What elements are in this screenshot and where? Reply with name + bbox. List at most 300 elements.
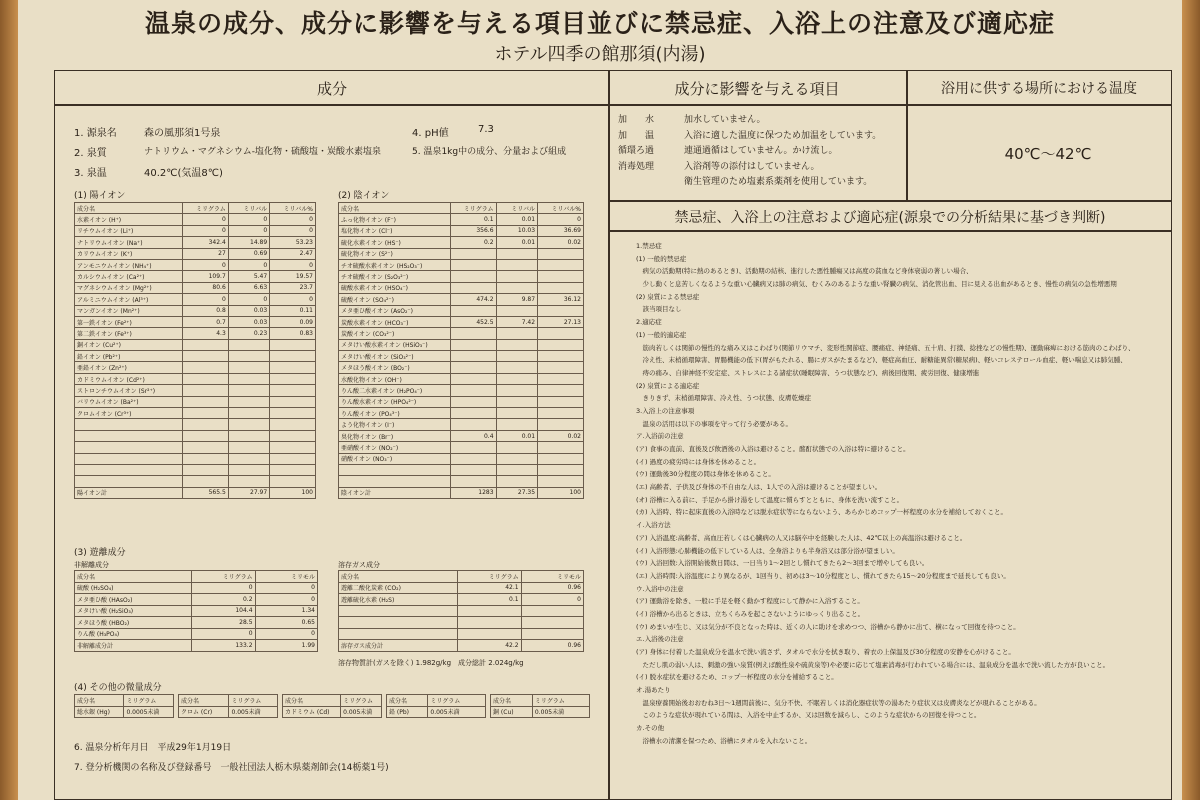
table-row <box>387 695 486 707</box>
table-cell <box>496 385 538 396</box>
contra-line: (エ) 入浴時間:入浴温度により異なるが、1回当り、初めは3～10分程度とし、慣れてきたら15～20分程度まで延長しても良い。 <box>636 571 1010 580</box>
table-cell <box>228 385 269 396</box>
table-cell <box>75 430 183 441</box>
table-cell: 成分名 <box>491 695 533 707</box>
table-cell: 2.47 <box>270 248 316 259</box>
table-cell: 23.7 <box>270 282 316 293</box>
table-cell <box>521 628 583 640</box>
table-cell: 亜硝酸イオン (NO₂⁻) <box>339 442 451 453</box>
table-cell <box>496 305 538 316</box>
table-cell <box>270 408 316 419</box>
table-cell <box>270 464 316 475</box>
affecting-key: 消毒処理 <box>618 161 655 172</box>
column-header: 成分名 <box>75 203 183 214</box>
table-cell <box>182 464 228 475</box>
affecting-value: 入浴に適した温度に保つため加温をしています。 <box>684 130 882 141</box>
gas-total: 溶存物質計(ガスを除く) 1.982g/kg 成分総計 2.024g/kg <box>338 659 524 667</box>
table-cell <box>538 362 584 373</box>
table-row <box>75 640 318 652</box>
table-cell <box>75 442 183 453</box>
table-cell: 鉛 (Pb) <box>387 706 428 718</box>
table-cell: 0.005未満 <box>341 706 382 718</box>
table-cell: 銅 (Cu) <box>491 706 533 718</box>
contra-line: 1.禁忌症 <box>636 242 662 250</box>
frame-right <box>1182 0 1200 800</box>
affecting-value: 加水していません。 <box>684 115 766 125</box>
table-cell <box>228 476 269 487</box>
table-cell <box>450 248 496 259</box>
table-row <box>491 695 590 707</box>
table-row <box>339 582 584 594</box>
contra-line: オ.湯あたり <box>636 686 671 695</box>
quality-label: 2. 泉質 <box>74 148 107 159</box>
table-row <box>75 419 316 430</box>
table-cell <box>228 396 269 407</box>
table-cell: 0.03 <box>228 305 269 316</box>
table-cell <box>450 362 496 373</box>
table-cell: 炭酸水素イオン (HCO₃⁻) <box>339 316 451 327</box>
table-cell <box>182 442 228 453</box>
table-cell: 臭化物イオン (Br⁻) <box>339 430 451 441</box>
table-cell <box>496 408 538 419</box>
source-label: 1. 源泉名 <box>74 128 117 139</box>
table-row <box>75 605 318 617</box>
table-cell: 80.6 <box>182 282 228 293</box>
table-cell <box>182 351 228 362</box>
table-cell <box>521 617 583 629</box>
table-cell: 0 <box>192 628 255 640</box>
table-cell: マンガンイオン (Mn²⁺) <box>75 305 183 316</box>
table-cell <box>450 373 496 384</box>
table-cell: 塩化物イオン (Cl⁻) <box>339 225 451 236</box>
table-cell <box>228 419 269 430</box>
contra-line: (ウ) 入浴回数:入浴開始後数日間は、一日当り1～2回とし慣れてきたら2～3回まで増やしても良い。 <box>636 559 929 568</box>
table-cell: 0 <box>521 594 583 606</box>
table-cell: メタけい酸イオン (SiO₃²⁻) <box>339 351 451 362</box>
table-cell <box>450 476 496 487</box>
table-cell: 104.4 <box>192 605 255 617</box>
table-cell: 遊離硫化水素 (H₂S) <box>339 594 458 606</box>
table-cell <box>228 362 269 373</box>
table-cell <box>496 373 538 384</box>
table-cell <box>182 419 228 430</box>
table-cell <box>496 339 538 350</box>
temperature-header: 浴用に供する場所における温度 <box>941 81 1137 97</box>
contra-line: (カ) 入浴時、特に起床直後の入浴時などは脱水症状等にならないよう、あらかじめコップ一杯程度の水分を補給しておくこと。 <box>636 508 1008 517</box>
column-header: ミリグラム <box>458 571 521 583</box>
table-cell: 9.87 <box>496 294 538 305</box>
table-cell: 水素イオン (H⁺) <box>75 214 183 225</box>
table-cell <box>270 362 316 373</box>
table-cell: 0.4 <box>450 430 496 441</box>
table-cell: 565.5 <box>182 487 228 498</box>
table-cell <box>228 442 269 453</box>
table-cell <box>496 419 538 430</box>
table-cell: 炭酸イオン (CO₃²⁻) <box>339 328 451 339</box>
table-cell: メタけい酸水素イオン (HSiO₃⁻) <box>339 339 451 350</box>
table-row <box>75 594 318 606</box>
contra-line: カ.その他 <box>636 724 665 733</box>
table-row <box>339 316 584 327</box>
table-row <box>339 408 584 419</box>
table-row <box>75 214 316 225</box>
table-cell <box>496 282 538 293</box>
table-cell <box>538 305 584 316</box>
table-row <box>75 328 316 339</box>
table-cell <box>450 305 496 316</box>
table-cell <box>538 339 584 350</box>
table-row <box>339 487 584 498</box>
table-cell: りん酸イオン (PO₄³⁻) <box>339 408 451 419</box>
table-cell: 0.005未満 <box>532 706 589 718</box>
table-cell <box>75 453 183 464</box>
affecting-item <box>618 159 908 175</box>
table-row <box>491 706 590 718</box>
table-row <box>75 706 174 718</box>
table-cell: メタけい酸 (H₂SiO₃) <box>75 605 192 617</box>
trace-table <box>282 694 382 718</box>
table-cell <box>496 464 538 475</box>
table-row <box>339 419 584 430</box>
table-cell: ふっ化物イオン (F⁻) <box>339 214 451 225</box>
contra-line: このような症状が現れている間は、入浴を中止するか、又は回数を減らし、このような症状からの回復を待つこと。 <box>636 711 981 720</box>
table-cell <box>538 385 584 396</box>
table-cell: 陽イオン計 <box>75 487 183 498</box>
contra-line: 少し動くと息苦しくなるような重い心臓病又は肺の病気、むくみのあるような重い腎臓の病気、消化管出血、目に見える出血があるとき、慢性の病気の急性増悪期 <box>636 280 1117 289</box>
table-cell: 0 <box>228 214 269 225</box>
table-cell <box>270 453 316 464</box>
table-cell: 0.1 <box>458 594 521 606</box>
table-cell <box>270 385 316 396</box>
table-row <box>339 442 584 453</box>
table-cell: 474.2 <box>450 294 496 305</box>
table-cell <box>450 328 496 339</box>
contra-line: エ.入浴後の注意 <box>636 635 684 644</box>
table-header-row <box>339 571 584 583</box>
table-row <box>75 385 316 396</box>
table-cell: 硫化水素イオン (HS⁻) <box>339 237 451 248</box>
affecting-header: 成分に影響を与える項目 <box>674 80 840 98</box>
notice-board <box>18 0 1182 800</box>
table-cell: クロムイオン (Cr³⁺) <box>75 408 183 419</box>
table-row <box>75 487 316 498</box>
affecting-key: 循環ろ過 <box>618 146 655 156</box>
contra-line: (ウ) 運動後30分程度の間は身体を休めること。 <box>636 470 775 479</box>
temp-value: 40.2℃(気温8℃) <box>144 168 223 179</box>
table-cell <box>270 430 316 441</box>
table-cell <box>75 419 183 430</box>
table-cell: 0 <box>270 259 316 270</box>
table-row <box>339 248 584 259</box>
contra-line: (イ) 過度の疲労時には身体を休めること。 <box>636 457 761 466</box>
column-header: ミリグラム <box>182 203 228 214</box>
affecting-key: 加 水 <box>618 115 655 125</box>
table-cell: 硝酸イオン (NO₃⁻) <box>339 453 451 464</box>
contra-list <box>636 240 1166 748</box>
table-cell <box>538 248 584 259</box>
table-cell: 0 <box>182 294 228 305</box>
table-cell <box>339 464 451 475</box>
column-header: 成分名 <box>339 203 451 214</box>
contra-line: (ウ) めまいが生じ、又は気分が不良となった時は、近くの人に助けを求めつつ、浴槽から静かに出て、横になって回復を待つこと。 <box>636 622 1020 631</box>
table-row <box>339 294 584 305</box>
table-cell: 0 <box>255 594 317 606</box>
table-cell: 7.42 <box>496 316 538 327</box>
analysis-date: 6. 温泉分析年月日 平成29年1月19日 <box>74 743 232 753</box>
table-cell <box>270 351 316 362</box>
table-row <box>339 237 584 248</box>
table-cell: 27.35 <box>496 487 538 498</box>
table-cell: ナトリウムイオン (Na⁺) <box>75 237 183 248</box>
table-cell <box>228 408 269 419</box>
table-cell: 0 <box>270 225 316 236</box>
column-header: 成分名 <box>339 571 458 583</box>
table-cell: 0.02 <box>538 237 584 248</box>
affecting-value: 衛生管理のため塩素系薬剤を使用しています。 <box>684 177 873 187</box>
table-cell: 溶存ガス成分計 <box>339 640 458 652</box>
table-cell: 100 <box>538 487 584 498</box>
table-row <box>339 362 584 373</box>
contra-line: (イ) 入浴形態:心肺機能の低下している人は、全身浴よりも半身浴又は部分浴が望ましい。 <box>636 546 899 555</box>
table-row <box>283 695 382 707</box>
table-cell <box>458 605 521 617</box>
table-cell <box>496 362 538 373</box>
table-cell <box>450 453 496 464</box>
table-cell: リチウムイオン (Li⁺) <box>75 225 183 236</box>
table-cell: 27.97 <box>228 487 269 498</box>
table-cell: 0 <box>182 259 228 270</box>
table-cell: 成分名 <box>283 695 341 707</box>
cation-title: (1) 陽イオン <box>74 191 126 201</box>
table-cell: 0.01 <box>496 237 538 248</box>
table-cell <box>496 248 538 259</box>
content-label: 5. 温泉1kg中の成分、分量および組成 <box>412 147 567 157</box>
contra-line: (ア) 食事の直前、直後及び飲酒後の入浴は避けること。酩酊状態での入浴は特に避けること。 <box>636 445 910 453</box>
affecting-item <box>618 174 908 190</box>
table-cell: 5.47 <box>228 271 269 282</box>
undissociated-table <box>74 570 318 652</box>
table-row <box>339 271 584 282</box>
column-header: ミリバル <box>228 203 269 214</box>
table-cell <box>538 351 584 362</box>
table-cell: 0.83 <box>270 328 316 339</box>
table-cell <box>496 442 538 453</box>
table-row <box>339 628 584 640</box>
table-cell: 0.02 <box>538 430 584 441</box>
table-cell: 0 <box>182 214 228 225</box>
table-cell: 109.7 <box>182 271 228 282</box>
table-cell: カルシウムイオン (Ca²⁺) <box>75 271 183 282</box>
table-cell: チオ硫酸水素イオン (HS₂O₃⁻) <box>339 259 451 270</box>
table-cell: クロム (Cr) <box>179 706 229 718</box>
table-cell <box>496 259 538 270</box>
table-cell <box>182 362 228 373</box>
table-cell <box>182 396 228 407</box>
table-header-row <box>339 203 584 214</box>
table-row <box>75 408 316 419</box>
temp-label: 3. 泉温 <box>74 168 107 179</box>
table-cell: ミリグラム <box>229 695 278 707</box>
contra-line: (オ) 浴槽に入る前に、手足から掛け湯をして温度に慣らすとともに、身体を洗い流すこと。 <box>636 495 904 504</box>
table-cell: 硫酸イオン (SO₄²⁻) <box>339 294 451 305</box>
divider <box>608 230 1172 232</box>
table-cell <box>538 373 584 384</box>
affecting-item <box>618 112 908 128</box>
table-row <box>75 271 316 282</box>
table-row <box>75 396 316 407</box>
table-row <box>75 362 316 373</box>
table-cell: 硫酸 (H₂SO₄) <box>75 582 192 594</box>
column-header: ミリモル <box>521 571 583 583</box>
table-cell: 銅イオン (Cu²⁺) <box>75 339 183 350</box>
table-cell <box>521 605 583 617</box>
table-cell <box>538 419 584 430</box>
table-cell <box>182 430 228 441</box>
table-header-row <box>75 203 316 214</box>
contra-line: 該当項目なし <box>636 305 682 314</box>
table-cell: りん酸 (H₃PO₄) <box>75 628 192 640</box>
table-cell: メタ亜ひ酸イオン (AsO₂⁻) <box>339 305 451 316</box>
table-cell <box>496 453 538 464</box>
column-header: ミリグラム <box>450 203 496 214</box>
column-header: ミリグラム <box>192 571 255 583</box>
table-cell <box>270 396 316 407</box>
table-cell: 0.09 <box>270 316 316 327</box>
table-cell: カリウムイオン (K⁺) <box>75 248 183 259</box>
table-cell <box>182 476 228 487</box>
table-cell: 1283 <box>450 487 496 498</box>
table-cell: 0 <box>228 259 269 270</box>
gas-sub: 溶存ガス成分 <box>338 561 380 569</box>
table-cell <box>270 373 316 384</box>
table-cell: 成分名 <box>75 695 124 707</box>
table-row <box>339 476 584 487</box>
table-row <box>339 259 584 270</box>
table-cell: 0 <box>228 294 269 305</box>
table-cell: 452.5 <box>450 316 496 327</box>
source-value: 森の風那須1号泉 <box>144 128 221 139</box>
table-cell <box>228 430 269 441</box>
table-cell: メタほう酸イオン (BO₂⁻) <box>339 362 451 373</box>
table-cell: 0 <box>255 582 317 594</box>
table-cell <box>496 476 538 487</box>
table-row <box>339 430 584 441</box>
table-cell: 342.4 <box>182 237 228 248</box>
table-row <box>339 373 584 384</box>
table-cell: 0.03 <box>228 316 269 327</box>
table-row <box>75 248 316 259</box>
table-row <box>339 351 584 362</box>
quality-value: ナトリウム・マグネシウム-塩化物・硫酸塩・炭酸水素塩泉 <box>144 147 381 157</box>
table-cell <box>450 339 496 350</box>
table-cell <box>182 408 228 419</box>
table-cell <box>75 464 183 475</box>
table-row <box>75 373 316 384</box>
table-cell: 36.12 <box>538 294 584 305</box>
table-cell <box>339 628 458 640</box>
table-cell <box>450 282 496 293</box>
contra-line: (イ) 浴槽から出るときは、立ちくらみを起こさないようにゆっくり出ること。 <box>636 609 865 618</box>
contra-line: (1) 一般的禁忌症 <box>636 254 687 263</box>
table-cell <box>450 464 496 475</box>
table-cell: ミリグラム <box>532 695 589 707</box>
table-cell: ミリグラム <box>428 695 486 707</box>
table-cell: 0.65 <box>255 617 317 629</box>
page-title: 温泉の成分、成分に影響を与える項目並びに禁忌症、入浴上の注意及び適応症 <box>144 9 1055 38</box>
table-row <box>339 605 584 617</box>
table-cell <box>496 396 538 407</box>
table-cell <box>450 408 496 419</box>
table-cell: 0.11 <box>270 305 316 316</box>
table-cell: 硫酸水素イオン (HSO₄⁻) <box>339 282 451 293</box>
contra-line: 温泉療養開始後おおむね3日～1週間前後に、気分不快、不眠若しくは消化器症状等の湯あたり症状又は皮膚炎などが現れることがある。 <box>636 698 1041 707</box>
table-cell: メタ亜ひ酸 (HAsO₂) <box>75 594 192 606</box>
table-cell: カドミウム (Cd) <box>283 706 341 718</box>
table-row <box>75 339 316 350</box>
table-cell: アルミニウムイオン (Al³⁺) <box>75 294 183 305</box>
undissociated-sub: 非解離成分 <box>74 561 109 569</box>
table-cell: 1.34 <box>255 605 317 617</box>
table-cell: メタほう酸 (HBO₂) <box>75 617 192 629</box>
divider <box>54 104 1172 106</box>
table-cell: 0.69 <box>228 248 269 259</box>
contra-line: (2) 泉質による適応症 <box>636 381 700 390</box>
table-cell: 36.69 <box>538 225 584 236</box>
table-row <box>339 214 584 225</box>
table-cell <box>228 373 269 384</box>
table-cell: 陰イオン計 <box>339 487 451 498</box>
table-cell <box>538 464 584 475</box>
affecting-item <box>618 143 908 159</box>
table-row <box>75 294 316 305</box>
table-cell: 0.2 <box>450 237 496 248</box>
table-cell: 亜鉛イオン (Zn²⁺) <box>75 362 183 373</box>
divider <box>608 200 1172 202</box>
contra-line: ただし肌の弱い人は、刺激の強い泉質(例えば酸性泉や硫黄泉等)や必要に応じて塩素消毒が行われている場合には、温泉成分を温水で洗い流した方が良いこと。 <box>636 660 1110 669</box>
table-cell <box>450 396 496 407</box>
table-cell <box>450 385 496 396</box>
anion-title: (2) 陰イオン <box>338 191 390 201</box>
table-cell <box>339 476 451 487</box>
table-cell: 1.99 <box>255 640 317 652</box>
table-cell <box>538 476 584 487</box>
table-cell: 硫化物イオン (S²⁻) <box>339 248 451 259</box>
table-cell: りん酸二水素イオン (H₂PO₄⁻) <box>339 385 451 396</box>
table-cell <box>270 442 316 453</box>
table-cell: 0.7 <box>182 316 228 327</box>
column-header: ミリモル <box>255 571 317 583</box>
column-header: ミリバル% <box>270 203 316 214</box>
table-cell <box>538 271 584 282</box>
table-cell: バリウムイオン (Ba²⁺) <box>75 396 183 407</box>
ph-value: 7.3 <box>478 124 494 135</box>
table-cell: 10.03 <box>496 225 538 236</box>
contra-line: 温泉の活用は以下の事項を守って行う必要がある。 <box>636 419 792 428</box>
table-cell <box>339 617 458 629</box>
table-cell: 成分名 <box>387 695 428 707</box>
table-cell: 0 <box>270 294 316 305</box>
table-cell: ストロンチウムイオン (Sr²⁺) <box>75 385 183 396</box>
table-row <box>75 225 316 236</box>
table-cell: 19.57 <box>270 271 316 282</box>
table-row <box>75 695 174 707</box>
table-cell: 42.1 <box>458 582 521 594</box>
table-row <box>339 594 584 606</box>
page-subtitle: ホテル四季の館那須(内湯) <box>494 44 706 65</box>
table-cell: よう化物イオン (I⁻) <box>339 419 451 430</box>
table-cell <box>228 464 269 475</box>
contra-line: (ア) 入浴温度:高齢者、高血圧若しくは心臓病の人又は脳卒中を経験した人は、42℃以上の高温浴は避けること。 <box>636 533 967 542</box>
